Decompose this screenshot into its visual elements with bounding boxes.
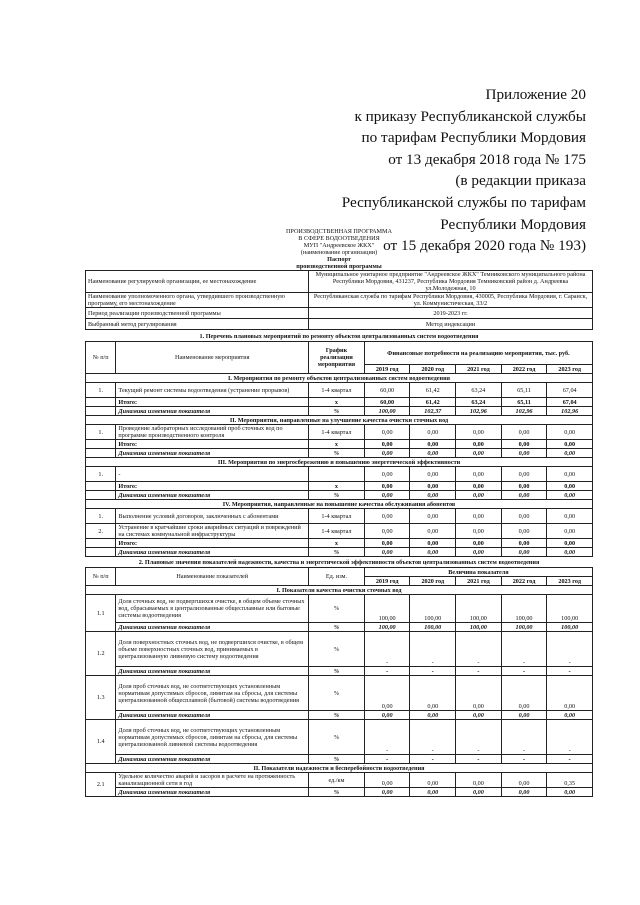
table-header-row — [86, 568, 593, 577]
row-name: Динамика изменения показателя — [116, 449, 309, 458]
indicator-unit: % — [309, 720, 365, 755]
dynamics-value: 100,00 — [501, 623, 547, 632]
indicator-value: 0,00 — [364, 676, 410, 711]
row-value: 0,00 — [456, 467, 502, 482]
header-line: по тарифам Республики Мордовия — [361, 129, 586, 147]
row-value: 0,00 — [364, 539, 410, 548]
header-line: Республиканской службы по тарифам — [341, 193, 586, 211]
passport-value: Метод индексации — [309, 319, 593, 330]
indicator-value: - — [364, 632, 410, 667]
passport-table — [85, 270, 593, 330]
row-name: - — [116, 467, 309, 482]
row-value: 0,00 — [547, 425, 593, 440]
indicator-value: 0,00 — [456, 676, 502, 711]
production-program — [85, 228, 593, 797]
row-value: 0,00 — [410, 491, 456, 500]
indicator-value: 0,00 — [547, 676, 593, 711]
col-unit: Ед. изм. — [309, 568, 365, 586]
section-row — [86, 764, 593, 773]
indicator-row — [86, 676, 593, 711]
row-number: 2. — [86, 524, 116, 539]
passport-value: Республиканская служба по тарифам Республики Мордовия, 430005, Республика Мордовия, г. Саранск, ул. Коммунистическая, 33/2 — [309, 293, 593, 308]
year-header: 2023 год — [547, 577, 593, 586]
row-number: 1. — [86, 509, 116, 524]
indicator-value: - — [547, 720, 593, 755]
col-name: Наименование мероприятия — [116, 342, 309, 374]
year-header: 2022 год — [501, 365, 547, 374]
year-header: 2019 год — [364, 577, 410, 586]
dynamics-value: - — [364, 755, 410, 764]
indicator-value: 100,00 — [410, 595, 456, 623]
table-row — [86, 509, 593, 524]
dynamics-unit: % — [309, 623, 365, 632]
dynamics-row — [86, 788, 593, 797]
indicator-number: 1.1 — [86, 595, 116, 632]
section-title: IV. Мероприятия, направленные на повышение качества обслуживания абонентов — [86, 500, 593, 509]
dynamics-label: Динамика изменения показателя — [116, 711, 309, 720]
table-row — [86, 398, 593, 407]
indicator-value: - — [501, 632, 547, 667]
dynamics-value: 0,00 — [501, 711, 547, 720]
indicator-unit: % — [309, 595, 365, 623]
dynamics-value: - — [364, 667, 410, 676]
row-value: 67,04 — [547, 383, 593, 398]
indicator-unit: % — [309, 632, 365, 667]
row-value: 102,96 — [456, 407, 502, 416]
row-value: 60,00 — [364, 398, 410, 407]
indicators-table — [85, 567, 593, 797]
row-value: 0,00 — [410, 539, 456, 548]
header-line: Республики Мордовия — [440, 215, 586, 233]
dynamics-unit: % — [309, 711, 365, 720]
row-schedule: 1-4 квартал — [309, 425, 365, 440]
row-value: 0,00 — [410, 449, 456, 458]
row-value: 0,00 — [364, 509, 410, 524]
dynamics-value: - — [456, 667, 502, 676]
row-value: 0,00 — [501, 440, 547, 449]
indicator-value: 0,00 — [501, 676, 547, 711]
section-title: II. Показатели надежности и бесперебойности водоотведения — [86, 764, 593, 773]
indicator-value: - — [501, 720, 547, 755]
dynamics-unit: % — [309, 788, 365, 797]
row-value: 63,24 — [456, 398, 502, 407]
col-finance: Финансовые потребности на реализацию мероприятия, тыс. руб. — [364, 342, 592, 365]
indicator-value: 100,00 — [501, 595, 547, 623]
dynamics-label: Динамика изменения показателя — [116, 788, 309, 797]
row-value: 0,00 — [456, 539, 502, 548]
row-value: 0,00 — [501, 425, 547, 440]
row-value: 0,00 — [547, 482, 593, 491]
row-value: 0,00 — [501, 539, 547, 548]
passport-row — [86, 319, 593, 330]
dynamics-row — [86, 667, 593, 676]
col-schedule: График реализации мероприятия — [309, 342, 365, 374]
section-row — [86, 458, 593, 467]
row-value: 0,00 — [364, 548, 410, 557]
indicator-value: 100,00 — [364, 595, 410, 623]
row-value: 100,00 — [364, 407, 410, 416]
row-value: 67,04 — [547, 398, 593, 407]
indicator-name: Доля сточных вод, не подвергшихся очистке, в общем объеме сточных вод, сбрасываемых в централизованные общесплавные или бытовые системы водоотведения — [116, 595, 309, 623]
row-value: 0,00 — [410, 509, 456, 524]
passport-row — [86, 293, 593, 308]
row-name: Устранение в кратчайшие сроки аварийных ситуаций и повреждений на системах коммунальной инфраструктуры — [116, 524, 309, 539]
repair-measures-table — [85, 341, 593, 557]
row-name: Текущий ремонт системы водоотведения (устранение прорывов) — [116, 383, 309, 398]
row-schedule: 1-4 квартал — [309, 524, 365, 539]
row-schedule: х — [309, 539, 365, 548]
table2-title: 2. Плановые значения показателей надежности, качества и энергетической эффективности объектов централизованных систем водоотведения — [138, 559, 540, 566]
indicator-value: 0,00 — [501, 773, 547, 788]
row-value: 0,00 — [410, 467, 456, 482]
row-value: 0,00 — [364, 491, 410, 500]
program-title-2: В СФЕРЕ ВОДООТВЕДЕНИЯ — [298, 235, 380, 242]
row-value: 0,00 — [410, 440, 456, 449]
passport-value: 2019-2023 гг. — [309, 308, 593, 319]
row-value: 0,00 — [410, 482, 456, 491]
organization-name: МУП "Андреевское ЖКХ" — [303, 242, 375, 249]
indicator-unit: % — [309, 676, 365, 711]
table-row — [86, 482, 593, 491]
row-number: 1. — [86, 425, 116, 440]
dynamics-label: Динамика изменения показателя — [116, 623, 309, 632]
section-row — [86, 374, 593, 383]
indicator-value: 0,00 — [410, 773, 456, 788]
table-row — [86, 383, 593, 398]
header-line: от 15 декабря 2020 года № 193) — [383, 237, 586, 255]
row-value: 65,11 — [501, 383, 547, 398]
row-value: 0,00 — [547, 509, 593, 524]
row-value: 102,96 — [501, 407, 547, 416]
passport-label: Период реализации производственной программы — [86, 308, 309, 319]
dynamics-value: - — [456, 755, 502, 764]
dynamics-value: - — [410, 755, 456, 764]
row-value: 0,00 — [456, 425, 502, 440]
indicator-value: - — [456, 632, 502, 667]
dynamics-value: 100,00 — [410, 623, 456, 632]
dynamics-value: 0,00 — [456, 711, 502, 720]
indicator-name: Доля проб сточных вод, не соответствующих установленным нормативам допустимых сбросов, лимитам на сбросы, для системы централизованной ливневой системы водоотведения — [116, 720, 309, 755]
passport-subtitle: производственной программы — [296, 263, 382, 270]
section-row — [86, 416, 593, 425]
row-value: 0,00 — [410, 548, 456, 557]
indicator-row — [86, 773, 593, 788]
row-value: 0,00 — [456, 491, 502, 500]
indicator-number: 1.4 — [86, 720, 116, 764]
organization-caption: (наименование организации) — [300, 249, 378, 256]
header-line: от 13 декабря 2018 года № 175 — [388, 150, 586, 168]
table-row — [86, 440, 593, 449]
table-row — [86, 491, 593, 500]
row-number — [86, 398, 116, 407]
passport-label: Наименование регулируемой организации, ее местонахождение — [86, 271, 309, 293]
indicator-number: 1.2 — [86, 632, 116, 676]
year-header: 2019 год — [364, 365, 410, 374]
row-name: Динамика изменения показателя — [116, 548, 309, 557]
header-line: (в редакции приказа — [455, 172, 586, 190]
row-value: 0,00 — [547, 539, 593, 548]
dynamics-value: - — [410, 667, 456, 676]
indicator-value: 0,35 — [547, 773, 593, 788]
indicator-value: - — [364, 720, 410, 755]
section-title: I. Показатели качества очистки сточных вод — [86, 586, 593, 595]
row-name: Итого: — [116, 398, 309, 407]
indicator-row — [86, 632, 593, 667]
indicator-number: 1.3 — [86, 676, 116, 720]
row-value: 0,00 — [410, 524, 456, 539]
indicator-value: - — [547, 632, 593, 667]
col-num: № п/п — [86, 568, 116, 586]
row-value: 0,00 — [364, 524, 410, 539]
dynamics-unit: % — [309, 667, 365, 676]
row-number: 1. — [86, 467, 116, 482]
row-value: 0,00 — [547, 467, 593, 482]
row-value: 0,00 — [547, 440, 593, 449]
row-value: 0,00 — [410, 425, 456, 440]
row-value: 0,00 — [456, 509, 502, 524]
indicator-value: - — [410, 632, 456, 667]
dynamics-value: 0,00 — [410, 711, 456, 720]
row-name: Итого: — [116, 482, 309, 491]
indicator-name: Доля поверхностных сточных вод, не подвергшихся очистке, в общем объеме поверхностных сточных вод, принимаемых в централизованную ливневую систему водоотведения — [116, 632, 309, 667]
dynamics-value: - — [501, 667, 547, 676]
passport-label: Наименование уполномоченного органа, утвердившего производственную программу, его местонахождение — [86, 293, 309, 308]
row-number — [86, 539, 116, 548]
indicator-value: - — [456, 720, 502, 755]
table-row — [86, 449, 593, 458]
year-header: 2021 год — [456, 577, 502, 586]
section-title: II. Мероприятия, направленные на улучшение качества очистки сточных вод — [86, 416, 593, 425]
dynamics-label: Динамика изменения показателя — [116, 667, 309, 676]
row-value: 0,00 — [364, 440, 410, 449]
row-value: 0,00 — [501, 482, 547, 491]
indicator-value: 100,00 — [456, 595, 502, 623]
row-value: 0,00 — [364, 467, 410, 482]
passport-title: Паспорт — [327, 256, 351, 263]
passport-row — [86, 271, 593, 293]
section-title: I. Мероприятия по ремонту объектов централизованных систем водоотведения — [86, 374, 593, 383]
row-schedule: х — [309, 440, 365, 449]
col-num: № п/п — [86, 342, 116, 374]
row-number — [86, 449, 116, 458]
row-number — [86, 482, 116, 491]
indicator-number: 2.1 — [86, 773, 116, 797]
row-value: 102,96 — [547, 407, 593, 416]
dynamics-value: 0,00 — [547, 711, 593, 720]
dynamics-value: - — [547, 667, 593, 676]
row-value: 0,00 — [501, 524, 547, 539]
row-value: 0,00 — [501, 509, 547, 524]
dynamics-value: - — [547, 755, 593, 764]
table-row — [86, 539, 593, 548]
passport-label: Выбранный метод регулирования — [86, 319, 309, 330]
row-value: 0,00 — [501, 449, 547, 458]
row-value: 0,00 — [456, 440, 502, 449]
row-value: 0,00 — [547, 449, 593, 458]
row-value: 0,00 — [456, 482, 502, 491]
row-name: Динамика изменения показателя — [116, 407, 309, 416]
row-value: 102,37 — [410, 407, 456, 416]
dynamics-value: 0,00 — [364, 788, 410, 797]
table-header-row — [86, 342, 593, 365]
row-value: 61,42 — [410, 398, 456, 407]
dynamics-row — [86, 623, 593, 632]
year-header: 2023 год — [547, 365, 593, 374]
row-schedule: % — [309, 449, 365, 458]
row-value: 0,00 — [456, 449, 502, 458]
dynamics-value: 100,00 — [456, 623, 502, 632]
dynamics-value: 100,00 — [547, 623, 593, 632]
row-number — [86, 491, 116, 500]
row-number: 1. — [86, 383, 116, 398]
indicator-value: 0,00 — [410, 676, 456, 711]
table1-title: 1. Перечень плановых мероприятий по ремонту объектов централизованных систем водоотведения — [199, 333, 479, 340]
row-value: 0,00 — [547, 491, 593, 500]
section-row — [86, 500, 593, 509]
row-schedule: 1-4 квартал — [309, 383, 365, 398]
table-row — [86, 407, 593, 416]
row-value: 60,00 — [364, 383, 410, 398]
indicator-value: 100,00 — [547, 595, 593, 623]
indicator-value: 0,00 — [456, 773, 502, 788]
indicator-row — [86, 720, 593, 755]
indicator-value: - — [410, 720, 456, 755]
year-header: 2021 год — [456, 365, 502, 374]
row-schedule: 1-4 квартал — [309, 509, 365, 524]
year-header: 2020 год — [410, 365, 456, 374]
passport-row — [86, 308, 593, 319]
row-value: 0,00 — [456, 548, 502, 557]
row-value: 63,24 — [456, 383, 502, 398]
row-value: 0,00 — [364, 449, 410, 458]
row-value: 0,00 — [547, 524, 593, 539]
row-value: 65,11 — [501, 398, 547, 407]
indicator-name: Доля проб сточных вод, не соответствующих установленным нормативам допустимых сбросов, лимитам на сбросы, для системы централизованной общесплавной (бытовой) системы водоотведения — [116, 676, 309, 711]
program-title-1: ПРОИЗВОДСТВЕННАЯ ПРОГРАММА — [285, 228, 393, 235]
row-number — [86, 548, 116, 557]
col-values: Величина показателя — [364, 568, 592, 577]
row-schedule: % — [309, 548, 365, 557]
row-schedule: % — [309, 407, 365, 416]
row-name: Динамика изменения показателя — [116, 491, 309, 500]
indicator-name: Удельное количество аварий и засоров в расчете на протяженность канализационной сети в год — [116, 773, 309, 788]
section-row — [86, 586, 593, 595]
row-schedule: х — [309, 398, 365, 407]
row-name: Проведение лабораторных исследований проб сточных вод по программе производственного контроля — [116, 425, 309, 440]
dynamics-row — [86, 711, 593, 720]
dynamics-value: 0,00 — [456, 788, 502, 797]
row-number — [86, 440, 116, 449]
dynamics-value: - — [501, 755, 547, 764]
row-schedule — [309, 467, 365, 482]
dynamics-value: 0,00 — [364, 711, 410, 720]
header-line: к приказу Республиканской службы — [354, 107, 586, 125]
dynamics-unit: % — [309, 755, 365, 764]
table-row — [86, 467, 593, 482]
dynamics-value: 0,00 — [501, 788, 547, 797]
table-row — [86, 524, 593, 539]
dynamics-label: Динамика изменения показателя — [116, 755, 309, 764]
row-schedule: х — [309, 482, 365, 491]
table-row — [86, 548, 593, 557]
row-value: 0,00 — [364, 425, 410, 440]
row-value: 0,00 — [501, 491, 547, 500]
row-schedule: % — [309, 491, 365, 500]
row-value: 0,00 — [501, 467, 547, 482]
section-title: III. Мероприятия по энергосбережению и повышению энергетической эффективности — [86, 458, 593, 467]
passport-value: Муниципальное унитарное предприятие "Андреевское ЖКХ" Темниковского муниципального района Республики Мордовия, 431237, Республика Мордовия Темниковский район д. Андреевка ул.Молодежная, 10 — [309, 271, 593, 293]
row-name: Выполнение условий договоров, заключенных с абонентами — [116, 509, 309, 524]
row-value: 0,00 — [501, 548, 547, 557]
dynamics-row — [86, 755, 593, 764]
row-value: 0,00 — [364, 482, 410, 491]
row-name: Итого: — [116, 539, 309, 548]
indicator-unit: ед./км — [309, 773, 365, 788]
row-value: 61,42 — [410, 383, 456, 398]
row-number — [86, 407, 116, 416]
header-line: Приложение 20 — [485, 86, 586, 103]
indicator-row — [86, 595, 593, 623]
col-name: Наименование показателей — [116, 568, 309, 586]
dynamics-value: 0,00 — [410, 788, 456, 797]
indicator-value: 0,00 — [364, 773, 410, 788]
year-header: 2022 год — [501, 577, 547, 586]
row-name: Итого: — [116, 440, 309, 449]
dynamics-value: 100,00 — [364, 623, 410, 632]
table-row — [86, 425, 593, 440]
year-header: 2020 год — [410, 577, 456, 586]
row-value: 0,00 — [456, 524, 502, 539]
dynamics-value: 0,00 — [547, 788, 593, 797]
row-value: 0,00 — [547, 548, 593, 557]
